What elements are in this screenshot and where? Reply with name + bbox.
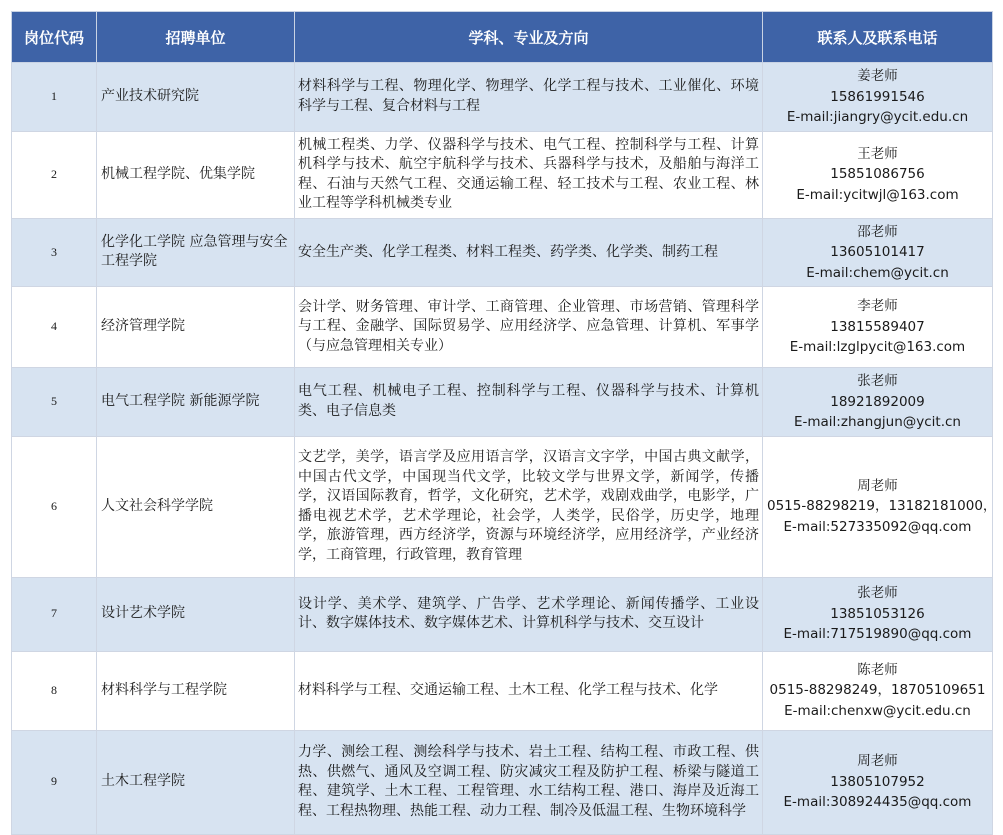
header-contact: 联系人及联系电话	[763, 12, 993, 63]
contact-name: 周老师	[857, 477, 898, 494]
contact-cell	[763, 577, 993, 651]
post-code: 2	[12, 131, 97, 218]
contact-cell	[763, 131, 993, 218]
contact-email: E-mail:zhangjun@ycit.cn	[793, 414, 961, 430]
contact-cell	[763, 287, 993, 368]
contact-email: E-mail:lzglpycit@163.com	[789, 339, 966, 356]
contact-phone: 0515-88298249，18705109651	[769, 682, 986, 699]
post-code: 4	[12, 287, 97, 368]
contact-phone: 13815589407	[830, 318, 925, 335]
contact-cell	[763, 63, 993, 132]
contact-phone: 13805107952	[830, 773, 925, 790]
table-row	[12, 131, 993, 218]
contact-phone: 0515-88298219，13182181000，	[767, 498, 997, 515]
header-row	[12, 12, 993, 63]
post-code: 7	[12, 577, 97, 651]
contact-name: 张老师	[857, 373, 898, 389]
major-direction: 安全生产类、化学工程类、材料工程类、药学类、化学类、制药工程	[295, 218, 763, 287]
header-unit: 招聘单位	[97, 12, 295, 63]
table-row	[12, 287, 993, 368]
recruiting-unit: 经济管理学院	[97, 287, 295, 368]
contact-email: E-mail:chem@ycit.cn	[806, 264, 949, 281]
major-direction: 设计学、美术学、建筑学、广告学、艺术学理论、新闻传播学、工业设计、数字媒体技术、数字媒体艺术、计算机科学与技术、交互设计	[295, 577, 763, 651]
table-row	[12, 651, 993, 730]
recruitment-table	[11, 11, 997, 835]
contact-phone: 15851086756	[830, 166, 925, 183]
recruiting-unit: 电气工程学院 新能源学院	[97, 368, 295, 437]
contact-email: E-mail:527335092@qq.com	[783, 518, 972, 535]
table-row	[12, 218, 993, 287]
contact-phone: 13851053126	[830, 605, 925, 622]
major-direction: 机械工程类、力学、仪器科学与技术、电气工程、控制科学与工程、计算机科学与技术、航空宇航科学与技术、兵器科学与技术，及船舶与海洋工程、石油与天然气工程、交通运输工程、轻工技术与工程、农业工程、林业工程等学科机械类专业	[295, 131, 763, 218]
contact-phone: 13605101417	[830, 244, 925, 260]
contact-email: E-mail:308924435@qq.com	[783, 794, 972, 811]
recruiting-unit: 化学化工学院 应急管理与安全工程学院	[97, 218, 295, 287]
post-code: 9	[12, 730, 97, 834]
contact-email: E-mail:ycitwjl@163.com	[796, 186, 959, 203]
major-direction: 力学、测绘工程、测绘科学与技术、岩土工程、结构工程、市政工程、供热、供燃气、通风及空调工程、防灾减灾工程及防护工程、桥梁与隧道工程、建筑学、土木工程、工程管理、水工结构工程、港口、海岸及近海工程、工程热物理、热能工程、动力工程、制冷及低温工程、生物环境科学	[295, 730, 763, 834]
recruiting-unit: 人文社会科学学院	[97, 436, 295, 577]
table-row	[12, 577, 993, 651]
post-code: 8	[12, 651, 97, 730]
table-row	[12, 63, 993, 132]
recruiting-unit: 机械工程学院、优集学院	[97, 131, 295, 218]
contact-cell	[763, 730, 993, 834]
major-direction: 材料科学与工程、交通运输工程、土木工程、化学工程与技术、化学	[295, 651, 763, 730]
table-row	[12, 436, 993, 577]
recruiting-unit: 土木工程学院	[97, 730, 295, 834]
contact-cell	[763, 368, 993, 437]
major-direction: 电气工程、机械电子工程、控制科学与工程、仪器科学与技术、计算机类、电子信息类	[295, 368, 763, 437]
header-code: 岗位代码	[12, 12, 97, 63]
contact-cell	[763, 436, 997, 577]
post-code: 5	[12, 368, 97, 437]
header-major: 学科、专业及方向	[295, 12, 763, 63]
post-code: 6	[12, 436, 97, 577]
contact-name: 陈老师	[857, 661, 898, 678]
major-direction: 文艺学，美学，语言学及应用语言学，汉语言文字学，中国古典文献学，中国古代文学，中国现当代文学，比较文学与世界文学，新闻学，传播学，汉语国际教育，哲学，文化研究，艺术学，戏剧戏曲学，电影学，广播电视艺术学，艺术学理论，社会学，人类学，民俗学，历史学，地理学，旅游管理，西方经济学，资源与环境经济学，应用经济学，产业经济学，工商管理，行政管理，教育管理	[295, 436, 763, 577]
contact-name: 邵老师	[857, 223, 898, 240]
post-code: 1	[12, 63, 97, 132]
contact-email: E-mail:chenxw@ycit.edu.cn	[784, 702, 971, 719]
contact-name: 李老师	[857, 298, 898, 315]
contact-cell	[763, 218, 993, 287]
recruiting-unit: 材料科学与工程学院	[97, 651, 295, 730]
contact-email: E-mail:jiangry@ycit.edu.cn	[786, 109, 969, 125]
contact-phone: 15861991546	[830, 88, 925, 105]
post-code: 3	[12, 218, 97, 287]
contact-name: 王老师	[857, 145, 898, 162]
recruiting-unit: 设计艺术学院	[97, 577, 295, 651]
contact-name: 姜老师	[857, 68, 898, 84]
contact-phone: 18921892009	[830, 393, 925, 410]
contact-cell	[763, 651, 993, 730]
recruiting-unit: 产业技术研究院	[97, 63, 295, 132]
contact-name: 周老师	[857, 753, 898, 770]
contact-email: E-mail:717519890@qq.com	[783, 626, 972, 643]
table-row	[12, 368, 993, 437]
table-row	[12, 730, 993, 834]
contact-name: 张老师	[857, 585, 898, 602]
major-direction: 会计学、财务管理、审计学、工商管理、企业管理、市场营销、管理科学与工程、金融学、国际贸易学、应用经济学、应急管理、计算机、军事学（与应急管理相关专业）	[295, 287, 763, 368]
major-direction: 材料科学与工程、物理化学、物理学、化学工程与技术、工业催化、环境科学与工程、复合材料与工程	[295, 63, 763, 132]
